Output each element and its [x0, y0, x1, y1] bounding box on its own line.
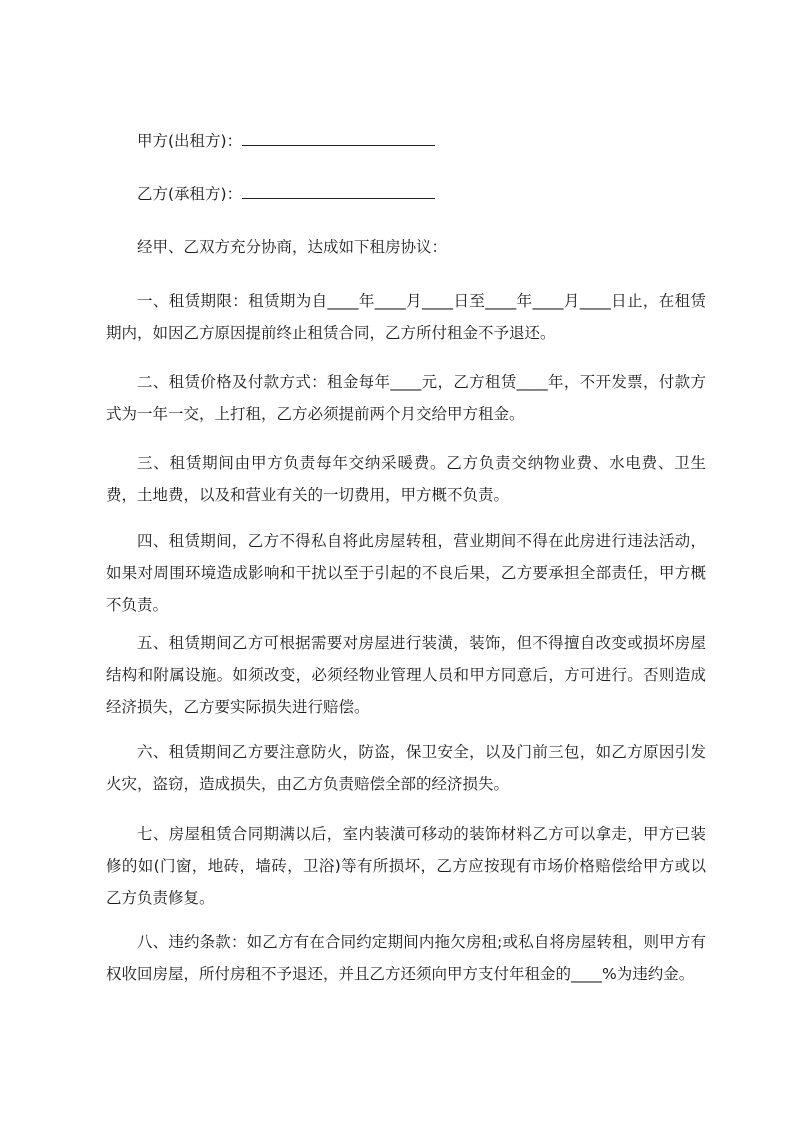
party-a-label: 甲方(出租方)：	[137, 132, 243, 150]
clause-2: 二、租赁价格及付款方式：租金每年____元，乙方租赁____年，不开发票，付款方式为一年一交，上打租，乙方必须提前两个月交给甲方租金。	[106, 373, 706, 423]
clause-7: 七、房屋租赁合同期满以后，室内装潢可移动的装饰材料乙方可以拿走，甲方已装修的如(门窗，地砖，墙砖，卫浴)等有所损坏，乙方应按现有市场价格赔偿给甲方或以乙方负责修复。	[106, 825, 706, 907]
party-b-blank	[242, 183, 435, 199]
clause-3: 三、租赁期间由甲方负责每年交纳采暖费。乙方负责交纳物业费、水电费、卫生费，土地费，以及和营业有关的一切费用，甲方概不负责。	[106, 454, 706, 504]
party-a-blank	[242, 130, 435, 146]
clause-1: 一、租赁期限：租赁期为自____年____月____日至____年____月____日止，在租赁期内，如因乙方原因提前终止租赁合同，乙方所付租金不予退还。	[106, 292, 706, 342]
clause-4: 四、租赁期间，乙方不得私自将此房屋转租，营业期间不得在此房进行违法活动，如果对周围环境造成影响和干扰以至于引起的不良后果，乙方要承担全部责任，甲方概不负责。	[106, 532, 706, 614]
clause-8: 八、违约条款：如乙方有在合同约定期间内拖欠房租;或私自将房屋转租，则甲方有权收回房屋，所付房租不予退还，并且乙方还须向甲方支付年租金的____%为违约金。	[106, 933, 706, 983]
party-a-line	[137, 130, 435, 152]
clause-5: 五、租赁期间乙方可根据需要对房屋进行装潢，装饰，但不得擅自改变或损坏房屋结构和附属设施。如须改变，必须经物业管理人员和甲方同意后，方可进行。否则造成经济损失，乙方要实际损失进行赔偿。	[106, 634, 706, 716]
clause-6: 六、租赁期间乙方要注意防火，防盗，保卫安全，以及门前三包，如乙方原因引发火灾，盗窃，造成损失，由乙方负责赔偿全部的经济损失。	[106, 743, 706, 793]
party-b-line	[137, 183, 435, 205]
intro-text: 经甲、乙双方充分协商，达成如下租房协议：	[137, 238, 448, 256]
party-b-label: 乙方(承租方)：	[137, 185, 243, 203]
